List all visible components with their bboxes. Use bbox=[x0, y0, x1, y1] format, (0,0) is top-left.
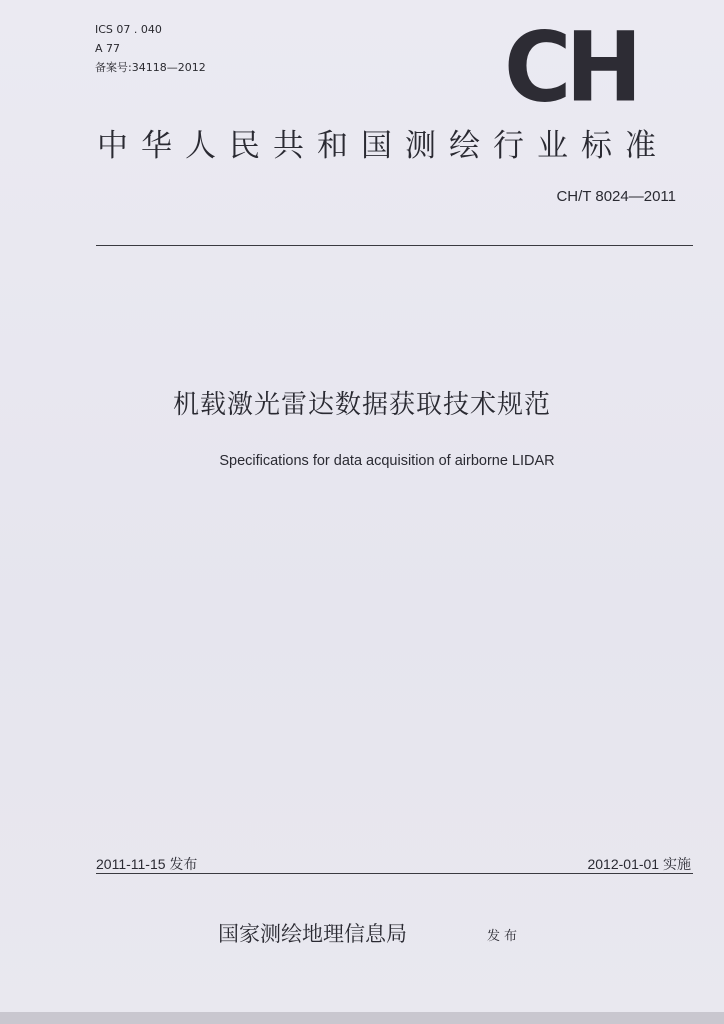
document-title-english: Specifications for data acquisition of airborne LIDAR bbox=[219, 453, 555, 469]
document-title-chinese: 机载激光雷达数据获取技术规范 bbox=[172, 390, 551, 420]
publisher-name: 国家测绘地理信息局 bbox=[218, 922, 407, 946]
publish-label: 发布 bbox=[487, 929, 522, 944]
top-divider bbox=[96, 245, 693, 246]
standard-category-title: 中华人民共和国测绘行业标准 bbox=[97, 128, 669, 164]
effective-date: 2012-01-01 实施 bbox=[587, 856, 691, 872]
issue-date: 2011-11-15 发布 bbox=[96, 856, 198, 872]
standard-number: CH/T 8024—2011 bbox=[556, 188, 676, 205]
bottom-divider bbox=[96, 873, 693, 874]
ics-code: ICS 07 . 040 bbox=[95, 23, 162, 36]
class-code: A 77 bbox=[95, 42, 121, 55]
page-edge bbox=[0, 1012, 724, 1024]
ch-logo: CH bbox=[504, 11, 637, 124]
classification-block bbox=[95, 20, 206, 77]
record-number: 备案号:34118—2012 bbox=[95, 61, 206, 74]
